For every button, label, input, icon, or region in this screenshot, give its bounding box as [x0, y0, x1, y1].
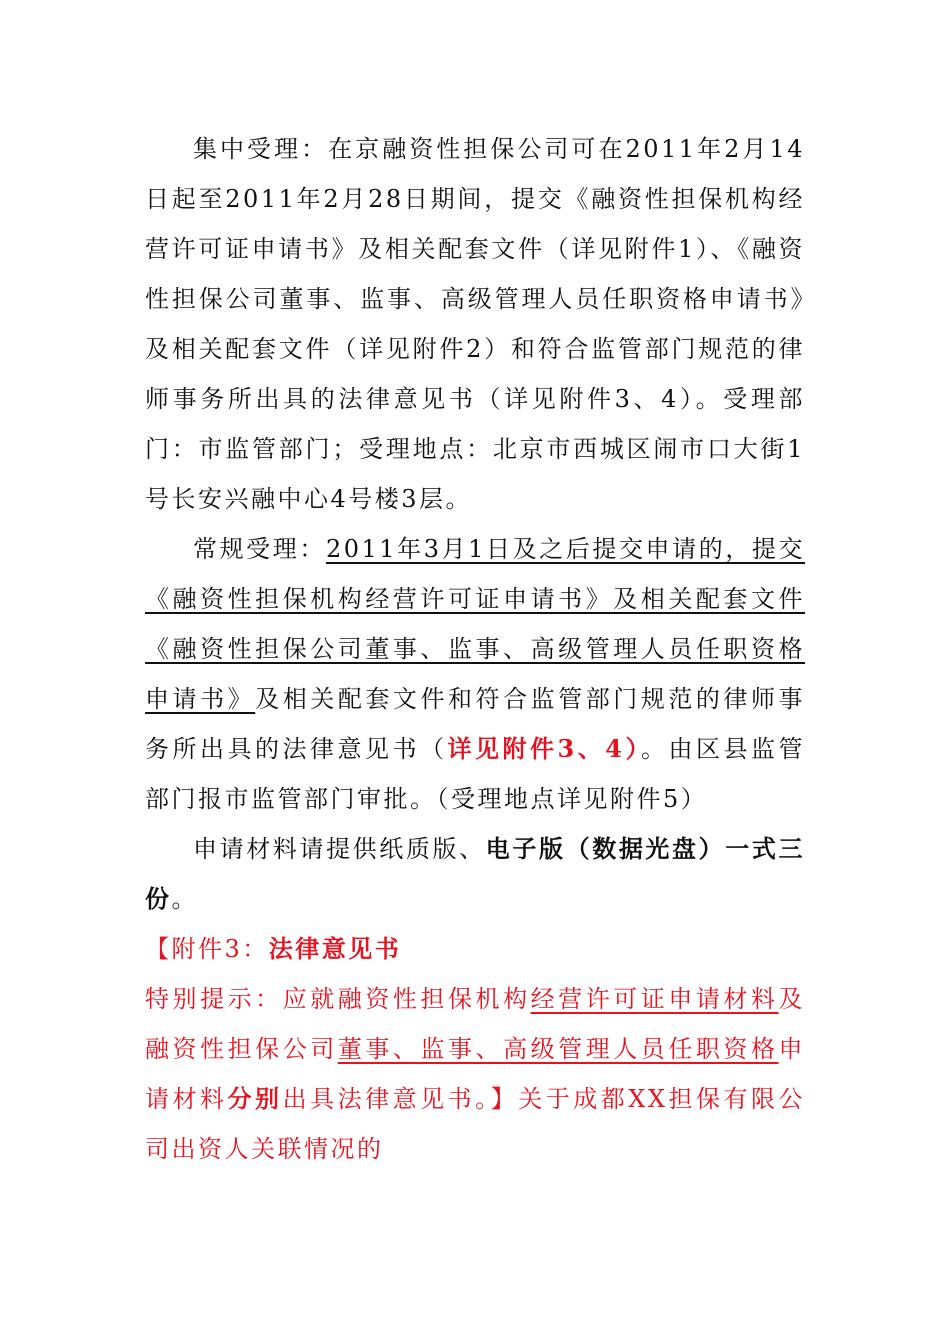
special-notice-text-b: 及融资性担保公司	[145, 985, 806, 1063]
regular-acceptance-label: 常规受理：	[193, 535, 326, 563]
special-notice-underlined-2: 董事、监事、高级管理人员任职资格	[337, 1035, 779, 1063]
attachment-heading	[145, 924, 805, 974]
material-format-bold: 电子版（数据光盘）一式三份	[145, 834, 805, 913]
material-format-text-b: 。	[171, 885, 198, 913]
regular-acceptance-text-a: 及相关配套文件和符合监管部门规范的律师事务所出具的法律意见书（	[145, 685, 806, 763]
material-format-text-a: 申请材料请提供纸质版、	[193, 835, 486, 863]
special-notice-text-c: 申请材料	[145, 1035, 806, 1113]
attachment-prefix: 【附件3：	[145, 935, 269, 963]
centralized-acceptance-text: 在京融资性担保公司可在2011年2月14日起至2011年2月28日期间，提交《融资性担保机构经营许可证申请书》及相关配套文件（详见附件1）、《融资性担保公司董事、监事、高级管理人员任职资格申请书》及相关配套文件（详见附件2）和符合监管部门规范的律师事务所出具的法律意见书（详见附件3、4）。受理部门：市监管部门；受理地点：北京市西城区闹市口大街1号长安兴融中心4号楼3层。	[145, 135, 805, 513]
regular-acceptance-underlined-text: 2011年3月1日及之后提交申请的，提交《融资性担保机构经营许可证申请书》及相关配套文件《融资性担保公司董事、监事、高级管理人员任职资格申请书》	[145, 535, 805, 713]
document-page	[145, 124, 805, 1174]
special-notice-bold: 分别	[227, 1084, 283, 1113]
regular-acceptance-text-b: 。由区县监管部门报市监管部门审批。（受理地点详见附件5）	[145, 735, 806, 813]
paragraph-regular-acceptance	[145, 524, 805, 824]
paragraph-material-format	[145, 824, 805, 924]
special-notice-text-a: 特别提示：应就融资性担保机构	[145, 985, 531, 1013]
special-notice-underlined-1: 经营许可证申请材料	[530, 985, 779, 1013]
attachment-title: 法律意见书	[268, 934, 402, 963]
regular-acceptance-attachment-ref: 详见附件3、4）	[447, 734, 641, 763]
special-notice-text-d: 出具法律意见书。】关于成都XX担保有限公司出资人关联情况的	[145, 1085, 806, 1163]
centralized-acceptance-label: 集中受理：	[193, 135, 329, 163]
special-notice-paragraph	[145, 974, 805, 1174]
paragraph-centralized-acceptance	[145, 124, 805, 524]
